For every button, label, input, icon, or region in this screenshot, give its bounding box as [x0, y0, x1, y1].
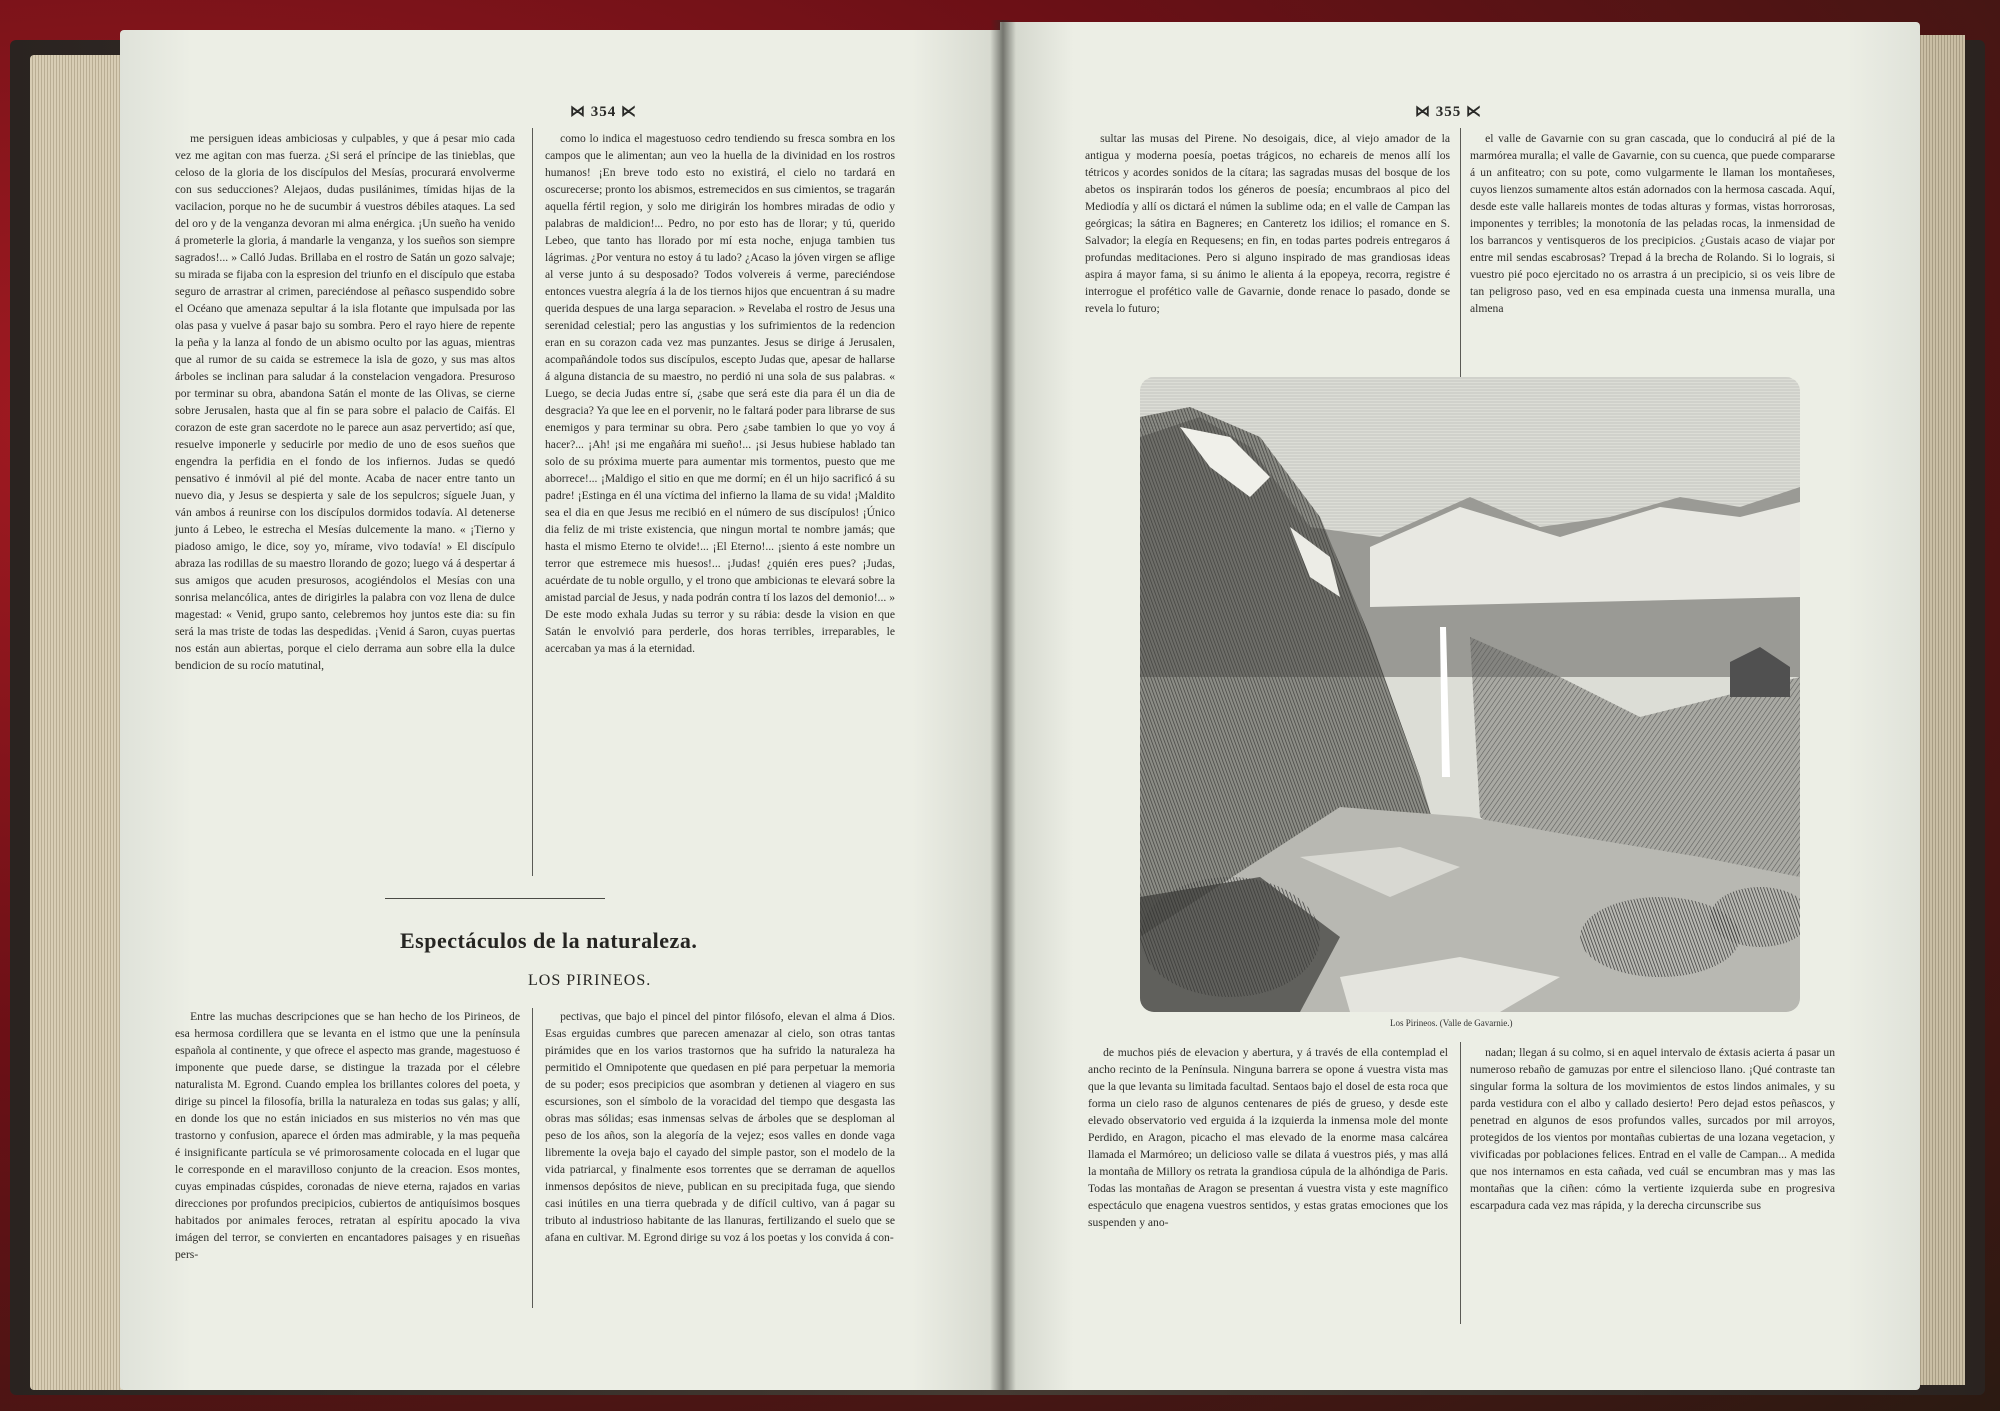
right-folio: ⋈ 355 ⋉ — [1415, 104, 1482, 120]
column-rule-lower — [532, 1008, 533, 1308]
page-edges-right — [1915, 35, 1965, 1385]
engraving-valle-de-gavarnie — [1140, 377, 1800, 1012]
column-rule — [1460, 128, 1461, 384]
section-subtitle: LOS PIRINEOS. — [528, 972, 652, 989]
right-column-3: de muchos piés de elevacion y abertura, y á través de ella contemplad el ancho recinto de la Península. Ninguna barrera se opone á vuestra vista mas que la que levanta su limitada facultad. Sentaos bajo el dosel de esta roca que forma un cielo raso de algunos centenares de piés de grueso, y desde este elevado observatorio ved erguida á la izquierda la inmensa mole del monte Perdido, en Aragon, picacho el mas elevado de la enorme masa calcárea llamada el Marmóreo; un delicioso valle se dilata á vuestros piés, y mas allá la montaña de Millory os retrata la grandiosa cúpula de la alhóndiga de Paris. Todas las montañas de Aragon se presentan á vuestra vista y este magnífico espectáculo que enagena vuestros sentidos, y estas gratas emociones que los suspenden y ano- — [1088, 1046, 1448, 1229]
right-column-2: el valle de Gavarnie con su gran cascada, que lo conducirá al pié de la marmórea muralla; el valle de Gavarnie, con su cuenca, que puede compararse á un anfiteatro; con su pote, como vulgarmente le llaman los montañeses, cuyos lienzos sumamente altos están adornados con la hermosa cascada. Aquí, desde este valle hallareis montes de todas alturas y formas, vistas horrorosas, imponentes y terribles; la monotonía de las peladas rocas, la inmensidad de los barrancos y ventisqueros de los precipicios. ¿Gustais acaso de viajar por entre mil sendas escabrosas? Trepad á la brecha de Rolando. Si lo lograis, si vuestro pié poco ejercitado no os arrastra á un precipicio, si os veis libre de tan peligroso paso, ved en esa empinada cuesta una inmensa muralla, una almena — [1470, 132, 1835, 315]
section-title: Espectáculos de la naturaleza. — [400, 928, 698, 953]
folio-ornament-right: ⋉ — [1461, 104, 1482, 120]
right-column-1: sultar las musas del Pirene. No desoigais, dice, al viejo amador de la antigua y moderna poesía, poetas trágicos, no echareis de menos allí los tétricos y acordes sonidos de la cítara; las sagradas musas del bosque de los abetos os inspirarán todos los géneros de poesía; encumbraos al pico del Mediodía y allí os dictará el númen la sublime oda; en el valle de Campan las geórgicas; la sátira en Bagneres; en Canteretz los idilios; el romance en S. Salvador; la elegía en Requesens; en fin, en todas partes podreis entregaros á profundas meditaciones. Pero si alguno inspirado de mas grandiosas ideas aspira á mayor fama, si su ánimo le alienta á la epopeya, recorra, registre é interrogue el profético valle de Gavarnie, donde renace lo pasado, donde se revela lo futuro; — [1085, 132, 1450, 315]
page-edges-left — [30, 55, 125, 1390]
right-column-4: nadan; llegan á su colmo, si en aquel intervalo de éxtasis acierta á pasar un numeroso rebaño de gamuzas por entre el silencioso llano. ¡Qué contraste tan singular forma la soltura de los movimientos de estos lindos animales, y su parda vestidura con el albo y callado desierto! Pero dejad estos peñascos, y penetrad en algunos de esos profundos valles, surcados por mil arroyos, protegidos de los vientos por montañas cubiertas de una lozana vegetacion, y vivificadas por poblaciones felices. Entrad en el valle de Campan... A medida que nos internamos en esta cañada, ved cuál se encumbran mas y mas las montañas que la ciñen: cómo la vertiente izquierda sube en progresiva escarpadura cada vez mas rápida, y la derecha circunscribe sus — [1470, 1046, 1835, 1212]
book-gutter — [990, 20, 1016, 1390]
folio-ornament-left: ⋈ — [1415, 104, 1436, 120]
left-column-2: como lo indica el magestuoso cedro tendiendo su fresca sombra en los campos que le alimentan; aun veo la huella de la divinidad en los rostros humanos! ¡En breve todo esto no existirá, el cielo no tardará en oscurecerse; pronto los abismos, estremecidos en sus cimientos, se tragarán aquella fértil region, y solo me dirigirán los hombres miradas de odio y palabras de maldicion!... Pedro, no por esto has de llorar; y tú, querido Lebeo, que tanto has llorado por mí esta noche, enjuga tambien tus lágrimas. ¿Por ventura no estoy á tu lado? ¿Acaso la jóven virgen se aflige al verse junto á su desposado? Todos volvereis á verme, pareciéndose entonces vuestra alegría á la de los tiernos hijos que encuentran á su madre querida despues de una larga separacion. » Revelaba el rostro de Jesus una serenidad celestial; pero las angustias y los sufrimientos de la redencion eran en su corazon cada vez mas punzantes. Jesus se dirige á Jerusalen, acompañándole todos sus discípulos, escepto Judas que, apesar de hallarse á alguna distancia de su maestro, no perdió ni una sola de sus palabras. « Luego, se decia Judas entre sí, ¿sabe que será este dia para él un dia de desgracia? Ya que lee en el porvenir, no le faltará poder para librarse de sus enemigos y para terminar su obra. Pero ¿sabe tambien lo que yo voy á hacer?... ¡Ah! ¡si me engañára mi sueño!... ¡si Jesus hubiese hablado tan solo de su próxima muerte para aumentar mis tormentos, puesto que me aborrece!... ¡Maldigo el sitio en que me dormí; en él un hijo sacrificó á su padre! ¡Estinga en él una víctima del infierno la llama de su vida! ¡Maldito sea el dia en que Jesus me recibió en el número de sus discípulos! ¡Único dia feliz de mi triste existencia, que ningun mortal te nombre jamás; que hasta el mismo Eterno te olvide!... ¡El Eterno!... ¡siento á este nombre un terror que estremece mis huesos!... ¡Judas! ¿quién eres pues? ¡Judas, acuérdate de tu noble orgullo, y el trono que ambicionas te elevará sobre la amistad parcial de Jesus, y nada podrán contra tí los lazos del demonio!... » De este modo exhala Judas su terror y su rábia: desde la vision en que Satán le envolvió para perderle, dos horas terribles, irreparables, le acercaban ya mas á la eternidad. — [545, 132, 895, 655]
left-column-3: Entre las muchas descripciones que se han hecho de los Pirineos, de esa hermosa cordillera que se levanta en el istmo que une la península española al continente, y que ofrece el aspecto mas grande, magestuoso é imponente que puede darse, se distingue la trazada por el célebre naturalista M. Egrond. Cuando emplea los brillantes colores del poeta, y dirige su pincel la filosofía, brilla la naturaleza en todas sus galas; y allí, en donde los que no están iniciados en sus misterios no vén mas que trastorno y confusion, aparece el órden mas admirable, y la mas pequeña é insignificante partícula se vé primorosamente colocada en el lugar que le corresponde en el maravilloso conjunto de la creacion. Esos montes, cuyas empinadas cúspides, coronadas de nieve eterna, rajados en varias direcciones por profundos precipicios, cubiertos de antiquísimos bosques habitados por animales feroces, retratan al espíritu apocado la viva imágen del terror, se convierten en encantadores paisages y en risueñas pers- — [175, 1010, 520, 1261]
left-column-4: pectivas, que bajo el pincel del pintor filósofo, elevan el alma á Dios. Esas erguidas cumbres que parecen amenazar al cielo, son otras tantas pirámides que en los varios trastornos que ha sufrido la naturaleza ha permitido el Omnipotente que quedasen en pié para perpetuar la memoria de su poder; esos precipicios que asombran y detienen al viagero en sus escursiones, son el símbolo de la voracidad del tiempo que desgasta las obras mas sólidas; esas inmensas selvas de árboles que se desploman al peso de los años, son la alegoría de la vejez; esos valles en donde vaga libremente la oveja bajo el cayado del simple pastor, son el modelo de la vida patriarcal, y finalmente esos torrentes que se derraman de aquellos inmensos depósitos de nieve, publican en su precipitada fuga, que siendo casi inútiles en una tierra quebrada y de difícil cultivo, van á pagar su tributo al industrioso habitante de las llanuras, fertilizando el suelo que se afana en cultivar. M. Egrond dirige su voz á los poetas y los convida á con- — [545, 1010, 895, 1244]
folio-ornament-right: ⋉ — [616, 104, 637, 120]
left-folio: ⋈ 354 ⋉ — [570, 104, 637, 120]
right-page — [1000, 22, 1920, 1390]
section-divider — [385, 898, 605, 899]
column-rule-lower — [1460, 1042, 1461, 1324]
column-rule — [532, 128, 533, 876]
left-page — [120, 30, 1020, 1390]
mountain-illustration — [1140, 377, 1800, 1012]
folio-ornament-left: ⋈ — [570, 104, 591, 120]
left-column-1: me persiguen ideas ambiciosas y culpables, y que á pesar mio cada vez me agitan con mas fuerza. ¿Si será el príncipe de las tinieblas, que celoso de la gloria de los discípulos del Mesías, procurará envolverme con sus seducciones? Alejaos, dudas pusilánimes, tímidas hijas de la vacilacion, porque no he de sucumbir á vuestros débiles ataques. La sed del oro y de la venganza devoran mi alma enérgica. ¡Un sueño ha venido á prometerle la gloria, á mandarle la venganza, y los sueños son siempre sagrados!... » Calló Judas. Brillaba en el rostro de Satán un gozo salvaje; su mirada se fijaba con la espresion del triunfo en el discípulo que estaba seguro de arrastrar al crimen, pareciéndose al peñasco suspendido sobre el Océano que amenaza sepultar á la isla flotante que impulsada por las olas pasa y vuelve á pasar bajo su sombra. Pero el rayo hiere de repente la peña y la lanza al fondo de un abismo oculto por las aguas, mientras que al rumor de su caida se estremece la isla de gozo, y sus mas altos árboles se inclinan para saludar á la constelacion vengadora. Presuroso por terminar su obra, abandona Satán el monte de las Olivas, se cierne sobre Jerusalen, hasta que al fin se para sobre el palacio de Caifás. El corazon de este gran sacerdote no le parece aun asaz pervertido; así que, resuelve imponerle y seducirle por medio de uno de esos sueños que engendra la perfidia en el fondo de los infiernos. Judas se quedó pensativo é inmóvil al pié del monte. Acaba de nacer entre tanto un nuevo dia, y Jesus se despierta y sale de los sepulcros; síguele Juan, y ván ambos á reunirse con los discípulos dormidos todavía. Al detenerse junto á Lebeo, le estrecha el Mesías dulcemente la mano. « ¡Tierno y piadoso amigo, le dice, soy yo, mírame, vivo todavía! » El discípulo abraza las rodillas de su maestro llorando de gozo; luego vá á despertar á sus amigos que acuden presurosos, acogiéndolos el Mesías con una sonrisa melancólica, antes de dirigirles la palabra con voz llena de dulce magestad: « Venid, grupo santo, celebremos hoy juntos este dia: su fin será la mas triste de todas las despedidas. ¡Venid á Saron, cuyas puertas nos están aun abiertas, porque el cielo derrama aun sobre ella la dulce bendicion de su rocío matutinal, — [175, 132, 515, 672]
engraving-caption: Los Pirineos. (Valle de Gavarnie.) — [1390, 1018, 1513, 1028]
